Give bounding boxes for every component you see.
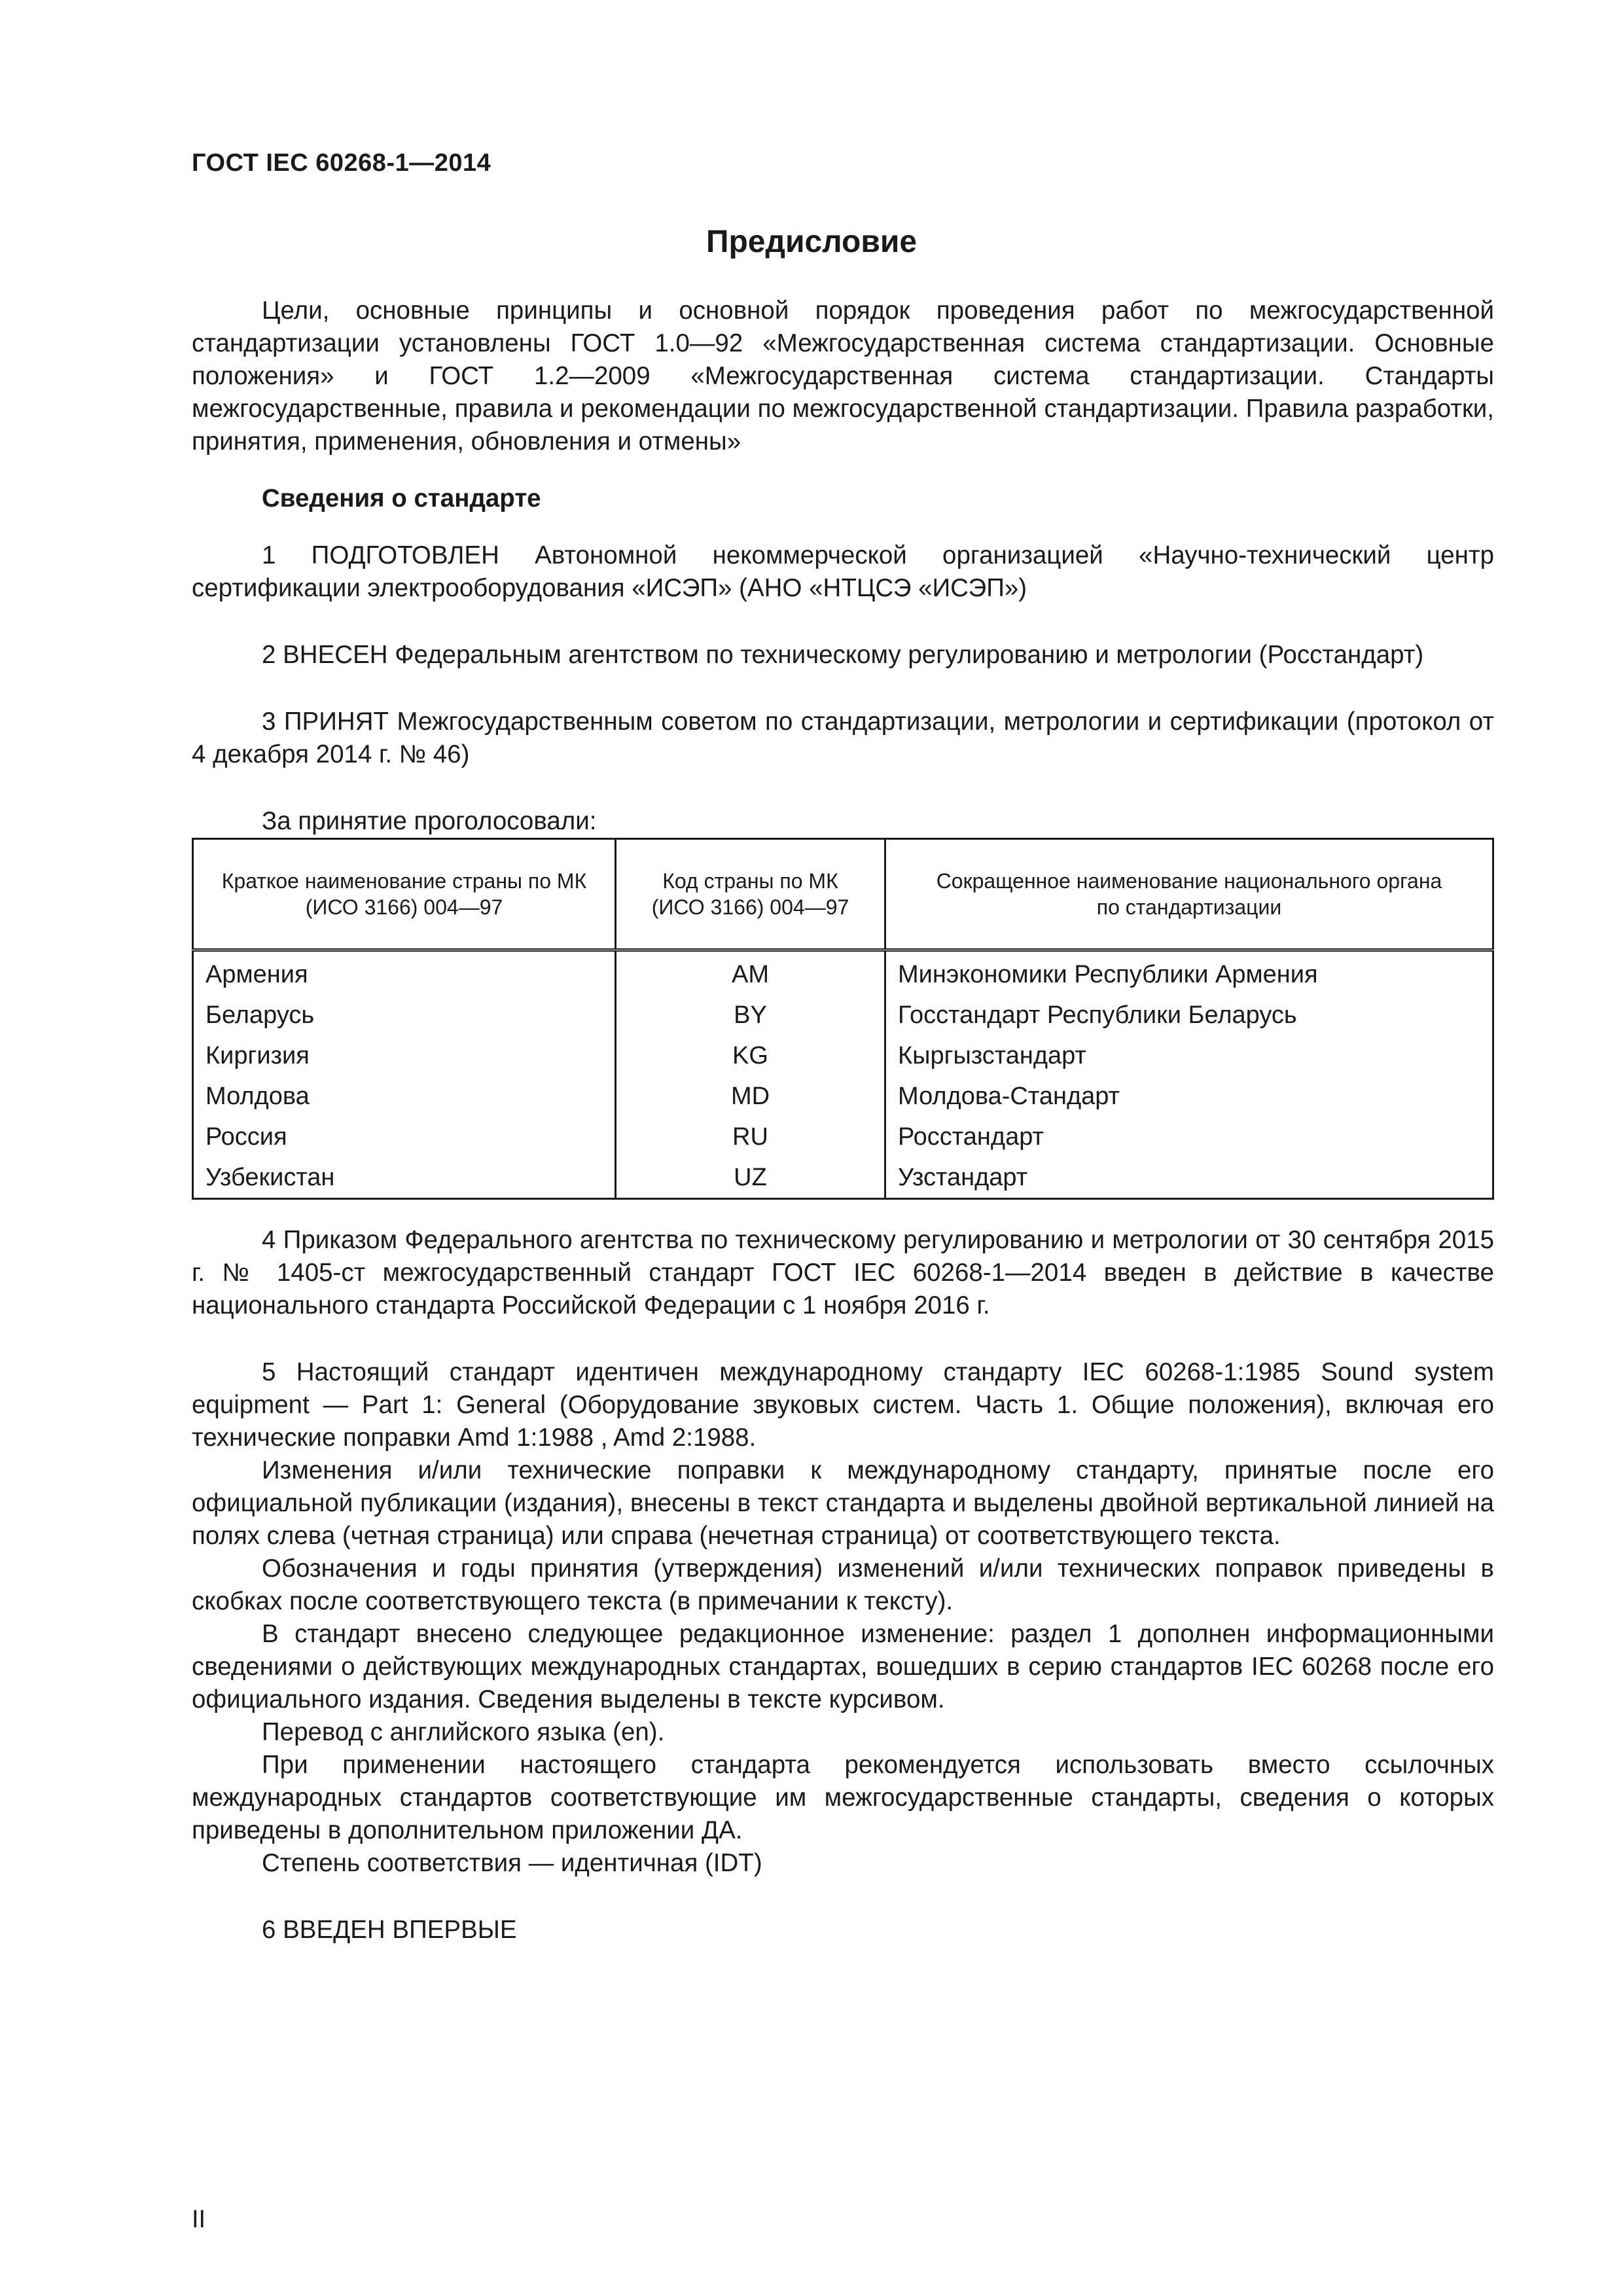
cell-code: BY	[616, 995, 885, 1035]
item-5-application: При применении настоящего стандарта рекомендуется использовать вместо ссылочных международных стандартов соответствующие им межгосударственные стандарты, сведения о которых приведены в дополнительном приложении ДА.	[192, 1751, 1494, 1844]
page-title: Предисловие	[705, 224, 918, 259]
table-row	[193, 1117, 1493, 1157]
column-header-code: Код страны по МК (ИСО 3166) 004—97	[616, 839, 885, 950]
intro-paragraph: Цели, основные принципы и основной порядок проведения работ по межгосударственной стандартизации установлены ГОСТ 1.0—92 «Межгосударственная система стандартизации. Основные положения» и ГОСТ 1.2—2009 «Межгосударственная система стандартизации. Стандарты межгосударственные, правила и рекомендации по межгосударственной стандартизации. Правила разработки, принятия, применения, обновления и отмены»	[192, 296, 1494, 456]
table-header-row	[193, 839, 1493, 950]
cell-code: MD	[616, 1076, 885, 1117]
cell-code: AM	[616, 950, 885, 996]
item-5-translation: Перевод с английского языка (en).	[262, 1718, 665, 1746]
page-number: II	[192, 2206, 206, 2233]
info-heading: Сведения о стандарте	[262, 484, 541, 512]
table-row	[193, 1157, 1493, 1199]
item-1-prepared: 1 ПОДГОТОВЛЕН Автономной некоммерческой организацией «Научно-технический центр сертификации электрооборудования «ИСЭП» (АНО «НТЦСЭ «ИСЭП»)	[192, 541, 1494, 602]
table-caption: За принятие проголосовали:	[262, 807, 597, 835]
cell-national-body: Росстандарт	[885, 1117, 1493, 1157]
item-5-identical: 5 Настоящий стандарт идентичен международному стандарту IEC 60268-1:1985 Sound system equipment — Part 1: General (Оборудование звуковых систем. Часть 1. Общие положения), включая его технические поправки Amd 1:1988 , Amd 2:1988.	[192, 1358, 1494, 1452]
column-header-national-body: Сокращенное наименование национального органа по стандартизации	[885, 839, 1493, 950]
document-body	[192, 295, 1494, 1946]
voting-countries-table	[192, 838, 1494, 1200]
table-row	[193, 950, 1493, 996]
cell-country: Киргизия	[193, 1035, 616, 1076]
cell-country: Армения	[193, 950, 616, 996]
cell-national-body: Молдова-Стандарт	[885, 1076, 1493, 1117]
column-header-country: Краткое наименование страны по МК (ИСО 3166) 004—97	[193, 839, 616, 950]
cell-national-body: Госстандарт Республики Беларусь	[885, 995, 1493, 1035]
document-id-header: ГОСТ IEC 60268-1—2014	[192, 149, 491, 177]
cell-country: Россия	[193, 1117, 616, 1157]
cell-national-body: Минэкономики Республики Армения	[885, 950, 1493, 996]
item-6-first-introduced: 6 ВВЕДЕН ВПЕРВЫЕ	[262, 1916, 517, 1944]
item-2-introduced: 2 ВНЕСЕН Федеральным агентством по техническому регулированию и метрологии (Росстандарт)	[262, 641, 1424, 669]
table-row	[193, 995, 1493, 1035]
cell-country: Узбекистан	[193, 1157, 616, 1199]
cell-code: UZ	[616, 1157, 885, 1199]
item-4-order: 4 Приказом Федерального агентства по техническому регулированию и метрологии от 30 сентября 2015 г. № 1405-ст межгосударственный стандарт ГОСТ IEC 60268-1—2014 введен в действие в качестве национального стандарта Российской Федерации с 1 ноября 2016 г.	[192, 1226, 1494, 1319]
cell-national-body: Кыргызстандарт	[885, 1035, 1493, 1076]
cell-country: Беларусь	[193, 995, 616, 1035]
item-5-degree: Степень соответствия — идентичная (IDT)	[262, 1849, 762, 1877]
item-3-adopted: 3 ПРИНЯТ Межгосударственным советом по стандартизации, метрологии и сертификации (протокол от 4 декабря 2014 г. № 46)	[192, 708, 1494, 768]
table-row	[193, 1076, 1493, 1117]
cell-code: RU	[616, 1117, 885, 1157]
cell-country: Молдова	[193, 1076, 616, 1117]
item-5-editorial-change: В стандарт внесено следующее редакционное изменение: раздел 1 дополнен информационными сведениями о действующих международных стандартах, вошедших в серию стандартов IEC 60268 после его официального издания. Сведения выделены в тексте курсивом.	[192, 1620, 1494, 1713]
item-5-changes: Изменения и/или технические поправки к международному стандарту, принятые после его официальной публикации (издания), внесены в текст стандарта и выделены двойной вертикальной линией на полях слева (четная страница) или справа (нечетная страница) от соответствующего текста.	[192, 1456, 1494, 1550]
item-5-designations: Обозначения и годы принятия (утверждения) изменений и/или технических поправок приведены в скобках после соответствующего текста (в примечании к тексту).	[192, 1554, 1494, 1615]
cell-national-body: Узстандарт	[885, 1157, 1493, 1199]
table-row	[193, 1035, 1493, 1076]
cell-code: KG	[616, 1035, 885, 1076]
